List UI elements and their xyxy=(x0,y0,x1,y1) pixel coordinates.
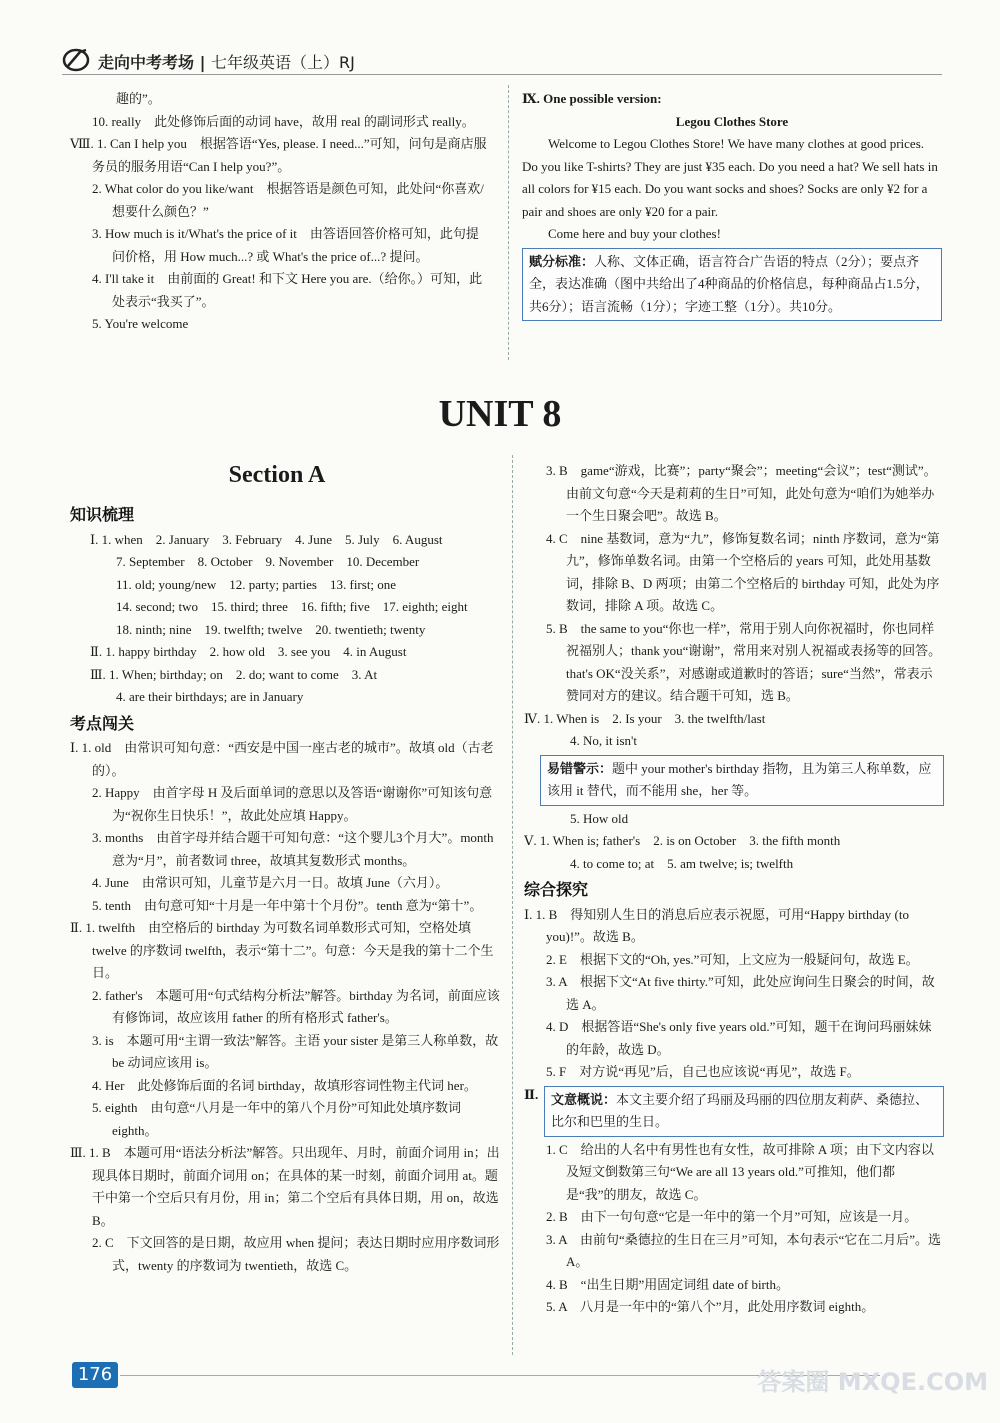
top-left-column xyxy=(70,88,490,336)
answer-line: Ⅳ. 1. When is 2. Is your 3. the twelfth/last xyxy=(524,710,766,726)
warning-label: 易错警示： xyxy=(547,760,613,776)
answer-line: 4. C nine 基数词，意为“九”，修饰复数名词；ninth 序数词，意为“第九”，修饰单数名词。由第一个空格后的 years 可知，此处用基数词，排除 B、D 两项；由第二个空格后的 birthday 可知，此处为序数词，排除 A 项。故选 C。 xyxy=(546,530,940,613)
answer-line: Ⅰ. 1. when 2. January 3. February 4. June 5. July 6. August xyxy=(90,531,443,547)
answer-line: Ⅲ. 1. B 本题可用“语法分析法”解答。只出现年、月时，前面介词用 in；出现具体日期时，前面介词用 on；在具体的某一时刻，前面介词用 at。题干中第一个空后只有月份，用 in；第二个空后有具体日期，用 on，故选 B。 xyxy=(70,1145,500,1228)
answer-line: 5. A 八月是一年中的“第八个”月，此处用序数词 eighth。 xyxy=(546,1299,875,1314)
logo-icon xyxy=(62,46,92,72)
summary-box xyxy=(544,1086,944,1137)
left-column xyxy=(70,500,500,1277)
answer-line: 4. June 由常识可知，儿童节是六月一日。故填 June（六月）。 xyxy=(92,875,449,890)
answer-line: Ⅷ. 1. Can I help you 根据答语“Yes, please. I need...”可知，问句是商店服务员的服务用语“Can I help you?”。 xyxy=(70,136,487,174)
section-title: Section A xyxy=(228,462,326,488)
top-right-column xyxy=(522,88,942,323)
answer-line: 2. Happy 由首字母 H 及后面单词的意思以及答语“谢谢你”可知该句意为“祝你生日快乐！”，故此处应填 Happy。 xyxy=(92,785,493,823)
answer-line: Ⅱ. 1. twelfth 由空格后的 birthday 为可数名词单数形式可知，空格处填 twelve 的序数词 twelfth，表示“第十二”。句意：今天是我的第十二个生日。 xyxy=(70,920,494,980)
essay-title: Legou Clothes Store xyxy=(675,113,789,129)
answer-line: 1. C 给出的人名中有男性也有女性，故可排除 A 项；由下文内容以及短文倒数第三句“We are all 13 years old.”可推知，他们都是“我”的朋友，故选 C。 xyxy=(546,1141,934,1202)
column-divider xyxy=(508,85,509,360)
answer-line: 3. months 由首字母并结合题干可知句意：“这个婴儿3个月大”。month 意为“月”，前者数词 three，故填其复数形式 months。 xyxy=(92,830,494,868)
heading-comprehensive: 综合探究 xyxy=(524,880,589,899)
roman-numeral: Ⅱ. xyxy=(524,1086,539,1102)
answer-line: 2. C 下文回答的是日期，故应用 when 提问；表达日期时应用序数词形式，twenty 的序数词为 twentieth，故选 C。 xyxy=(92,1235,500,1273)
section-heading: Ⅸ. One possible version: xyxy=(522,91,662,106)
scoring-label: 赋分标准： xyxy=(529,253,595,269)
answer-line: 2. E 根据下文的“Oh, yes.”可知，上文应为一般疑问句，故选 E。 xyxy=(546,951,919,967)
answer-line: Ⅱ. 1. happy birthday 2. how old 3. see you 4. in August xyxy=(90,644,407,659)
summary-text: 本文主要介绍了玛丽及玛丽的四位朋友莉萨、桑德拉、比尔和巴里的生日。 xyxy=(551,1091,929,1129)
answer-line: 4. I'll take it 由前面的 Great! 和下文 Here you are.（给你。）可知，此处表示“我买了”。 xyxy=(92,271,483,309)
unit-title: UNIT 8 xyxy=(438,393,562,435)
warning-box xyxy=(540,755,944,806)
answer-line: 4. to come to; at 5. am twelve; is; twelfth xyxy=(570,855,794,871)
answer-line: 4. D 根据答语“She's only five years old.”可知，题干在询问玛丽妹妹的年龄，故选 D。 xyxy=(546,1019,932,1057)
answer-line: 趣的”。 xyxy=(116,91,161,106)
column-divider xyxy=(512,455,513,1355)
answer-line: 3. B game“游戏，比赛”；party“聚会”；meeting“会议”；test“测试”。由前文句意“今天是莉莉的生日”可知，此处句意为“咱们为她举办一个生日聚会吧”。故选 B。 xyxy=(546,463,937,523)
essay-paragraph: Welcome to Legou Clothes Store! We have many clothes at good prices. Do you like T-shirts? They are just ¥35 each. Do you need a hat? We sell hats in all colors for ¥15 each. Do you want socks and shoes? Socks are only ¥2 for a pair and shoes are only ¥20 for a pair. xyxy=(522,136,938,219)
essay-paragraph: Come here and buy your clothes! xyxy=(548,226,721,241)
brand-title: 走向中考考场 xyxy=(98,53,195,72)
scoring-text: 人称、文体正确，语言符合广告语的特点（2分）；要点齐全，表达准确（图中共给出了4种商品的价格信息，每种商品占1.5分，共6分）；语言流畅（1分）；字迹工整（1分）。共10分。 xyxy=(529,253,929,314)
answer-line: 18. ninth; nine 19. twelfth; twelve 20. twentieth; twenty xyxy=(116,621,426,637)
answer-line: 5. B the same to you“你也一样”，常用于别人向你祝福时，你也同样祝福别人；thank you“谢谢”，常用来对别人祝福或表扬等的回答。that's OK“没关系”，对感谢或道歉时的答语；sure“当然”，常表示赞同对方的建议。结合题干可知，选 B。 xyxy=(546,620,942,703)
answer-line: 5. F 对方说“再见”后，自己也应该说“再见”，故选 F。 xyxy=(546,1064,860,1079)
answer-line: 11. old; young/new 12. party; parties 13. first; one xyxy=(116,576,397,592)
answer-line: 4. are their birthdays; are in January xyxy=(116,689,304,704)
answer-line: 2. B 由下一句句意“它是一年中的第一个月”可知，应该是一月。 xyxy=(546,1209,918,1224)
answer-line: 4. Her 此处修饰后面的名词 birthday，故填形容词性物主代词 her。 xyxy=(92,1077,477,1093)
answer-line: 3. How much is it/What's the price of it 由答语回答价格可知，此句提问价格，用 How much...? 或 What's the price of...? 提问。 xyxy=(92,226,479,264)
scoring-box xyxy=(522,248,942,322)
answer-line: 5. eighth 由句意“八月是一年中的第八个月份”可知此处填序数词 eighth。 xyxy=(92,1100,462,1138)
header-rule xyxy=(62,74,942,75)
page-header xyxy=(62,44,942,74)
answer-line: 4. B “出生日期”用固定词组 date of birth。 xyxy=(546,1276,789,1292)
answer-line: 5. How old xyxy=(570,810,629,826)
answer-line: 3. A 由前句“桑德拉的生日在三月”可知，本句表示“它在二月后”。选 A。 xyxy=(546,1231,942,1269)
answer-line: 3. A 根据下文“At five thirty.”可知，此处应询问生日聚会的时间，故选 A。 xyxy=(546,974,935,1012)
book-brand: 走向中考考场 | 七年级英语（上）RJ xyxy=(98,53,355,72)
heading-exam-points: 考点闯关 xyxy=(70,713,135,733)
right-column xyxy=(524,460,944,1319)
answer-line: 2. father's 本题可用“句式结构分析法”解答。birthday 为名词，前面应该有修饰词，故应该用 father 的所有格形式 father's。 xyxy=(92,987,500,1025)
summary-row xyxy=(524,1084,944,1139)
answer-line: 3. is 本题可用“主谓一致法”解答。主语 your sister 是第三人称单数，故 be 动词应该用 is。 xyxy=(92,1032,499,1070)
answer-line: 4. No, it isn't xyxy=(570,733,637,748)
page-number: 176 xyxy=(72,1362,118,1388)
answer-line: 7. September 8. October 9. November 10. December xyxy=(116,554,420,569)
answer-line: Ⅰ. 1. B 得知别人生日的消息后应表示祝愿，可用“Happy birthday (to you)!”。故选 B。 xyxy=(524,906,909,944)
answer-line: 5. You're welcome xyxy=(92,316,189,331)
answer-line: 10. really 此处修饰后面的动词 have，故用 real 的副词形式 really。 xyxy=(92,113,475,129)
answer-line: Ⅲ. 1. When; birthday; on 2. do; want to come 3. At xyxy=(90,666,378,682)
answer-line: 14. second; two 15. third; three 16. fifth; five 17. eighth; eight xyxy=(116,599,468,614)
warning-text: 题中 your mother's birthday 指物，且为第三人称单数，应该用 it 替代，而不能用 she，her 等。 xyxy=(547,760,932,798)
summary-label: 文意概说： xyxy=(551,1091,617,1107)
answer-line: 5. tenth 由句意可知“十月是一年中第十个月份”。tenth 意为“第十”。 xyxy=(92,897,483,913)
heading-knowledge: 知识梳理 xyxy=(70,505,135,524)
brand-subtitle: 七年级英语（上）RJ xyxy=(211,53,355,72)
answer-line: Ⅴ. 1. When is; father's 2. is on October 3. the fifth month xyxy=(524,833,841,848)
answer-line: 2. What color do you like/want 根据答语是颜色可知，此处问“你喜欢/想要什么颜色？” xyxy=(92,181,484,219)
answer-line: Ⅰ. 1. old 由常识可知句意：“西安是中国一座古老的城市”。故填 old（古老的）。 xyxy=(70,740,494,778)
watermark: 答案圈 MXQE.COM xyxy=(757,1368,988,1396)
